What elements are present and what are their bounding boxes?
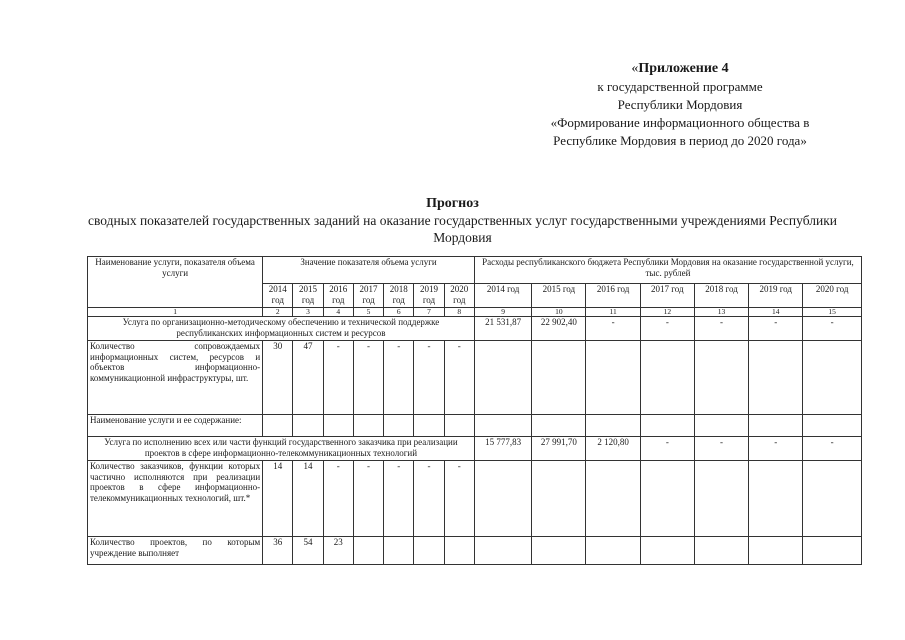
- value-cell: 23: [323, 537, 353, 565]
- empty-cell: [474, 461, 531, 537]
- empty-cell: [532, 341, 586, 415]
- value-cell: -: [384, 461, 414, 537]
- expense-cell: -: [749, 317, 803, 341]
- content-row: [88, 415, 862, 437]
- forecast-table: [87, 256, 862, 565]
- value-cell: -: [444, 341, 474, 415]
- expense-cell: 2 120,80: [586, 437, 640, 461]
- appendix-header: [510, 60, 850, 150]
- value-cell: 36: [263, 537, 293, 565]
- header-name-cell: Наименование услуги, показателя объема услуги: [88, 257, 263, 308]
- document-subtitle: сводных показателей государственных заданий на оказание государственных услуг государственными учреждениями Республики Мордовия: [88, 213, 837, 245]
- year-cell: 2017 год: [353, 284, 383, 308]
- column-number: 15: [803, 308, 862, 317]
- value-cell: -: [414, 461, 444, 537]
- value-cell: 30: [263, 341, 293, 415]
- empty-cell: [803, 461, 862, 537]
- empty-cell: [323, 415, 353, 437]
- expense-cell: 22 902,40: [532, 317, 586, 341]
- year-cell: 2016 год: [323, 284, 353, 308]
- column-number: 1: [88, 308, 263, 317]
- appendix-line-5: Республике Мордовия в период до 2020 года»: [553, 133, 807, 148]
- empty-cell: [263, 415, 293, 437]
- appendix-line-2: к государственной программе: [597, 79, 763, 94]
- empty-cell: [586, 341, 640, 415]
- column-number: 2: [263, 308, 293, 317]
- year-cell: 2018 год: [694, 284, 748, 308]
- empty-cell: [444, 415, 474, 437]
- empty-cell: [803, 415, 862, 437]
- empty-cell: [474, 537, 531, 565]
- column-number-row: [88, 308, 862, 317]
- column-number: 7: [414, 308, 444, 317]
- expense-cell: -: [694, 317, 748, 341]
- empty-cell: [532, 415, 586, 437]
- service-name-cell: Услуга по исполнению всех или части функций государственного заказчика при реализации проектов в сфере информационно-телекоммуникационных технологий: [88, 437, 475, 461]
- value-cell: -: [353, 341, 383, 415]
- value-cell: -: [353, 461, 383, 537]
- document-title: Прогноз: [426, 196, 479, 211]
- column-number: 6: [384, 308, 414, 317]
- empty-cell: [414, 415, 444, 437]
- empty-cell: [640, 461, 694, 537]
- column-number: 14: [749, 308, 803, 317]
- appendix-line-3: Республики Мордовия: [617, 97, 743, 112]
- column-number: 10: [532, 308, 586, 317]
- value-cell: [414, 537, 444, 565]
- service-row-1: [88, 317, 862, 341]
- empty-cell: [803, 537, 862, 565]
- value-cell: 54: [293, 537, 323, 565]
- indicator-row-3: [88, 537, 862, 565]
- empty-cell: [694, 341, 748, 415]
- value-cell: [353, 537, 383, 565]
- indicator-row-2: [88, 461, 862, 537]
- year-cell: 2016 год: [586, 284, 640, 308]
- empty-cell: [474, 415, 531, 437]
- empty-cell: [384, 415, 414, 437]
- value-cell: -: [323, 341, 353, 415]
- value-cell: 14: [263, 461, 293, 537]
- empty-cell: [640, 341, 694, 415]
- value-cell: [384, 537, 414, 565]
- value-cell: -: [444, 461, 474, 537]
- indicator-row-1: [88, 341, 862, 415]
- indicator-name-cell: Количество сопровождаемых информационных систем, ресурсов и объектов информационно-коммуникационной инфраструктуры, шт.: [88, 341, 263, 415]
- header-expenses-cell: Расходы республиканского бюджета Республики Мордовия на оказание государственной услуги, тыс. рублей: [474, 257, 861, 284]
- year-cell: 2019 год: [749, 284, 803, 308]
- expense-cell: -: [803, 437, 862, 461]
- column-number: 11: [586, 308, 640, 317]
- empty-cell: [694, 415, 748, 437]
- year-cell: 2015 год: [293, 284, 323, 308]
- value-cell: [444, 537, 474, 565]
- appendix-line-1: «Приложение 4: [631, 61, 729, 76]
- expense-cell: 27 991,70: [532, 437, 586, 461]
- expense-cell: -: [803, 317, 862, 341]
- year-cell: 2020 год: [803, 284, 862, 308]
- empty-cell: [749, 461, 803, 537]
- empty-cell: [694, 537, 748, 565]
- expense-cell: -: [640, 437, 694, 461]
- column-number: 9: [474, 308, 531, 317]
- expense-cell: 15 777,83: [474, 437, 531, 461]
- value-cell: -: [384, 341, 414, 415]
- year-cell: 2014 год: [263, 284, 293, 308]
- header-values-cell: Значение показателя объема услуги: [263, 257, 475, 284]
- year-cell: 2014 год: [474, 284, 531, 308]
- column-number: 8: [444, 308, 474, 317]
- empty-cell: [586, 537, 640, 565]
- empty-cell: [532, 461, 586, 537]
- content-name-cell: Наименование услуги и ее содержание:: [88, 415, 263, 437]
- empty-cell: [293, 415, 323, 437]
- empty-cell: [532, 537, 586, 565]
- column-number: 4: [323, 308, 353, 317]
- expense-cell: -: [586, 317, 640, 341]
- empty-cell: [474, 341, 531, 415]
- empty-cell: [749, 537, 803, 565]
- appendix-line-4: «Формирование информационного общества в: [550, 115, 810, 130]
- service-row-2: [88, 437, 862, 461]
- indicator-name-cell: Количество заказчиков, функции которых частично исполняются при реализации проектов в сфере информационно-телекоммуникационных технологий, шт.*: [88, 461, 263, 537]
- year-cell: 2015 год: [532, 284, 586, 308]
- empty-cell: [749, 341, 803, 415]
- empty-cell: [586, 415, 640, 437]
- header-row-1: [88, 257, 862, 284]
- empty-cell: [694, 461, 748, 537]
- value-cell: 14: [293, 461, 323, 537]
- expense-cell: -: [640, 317, 694, 341]
- value-cell: -: [414, 341, 444, 415]
- empty-cell: [640, 415, 694, 437]
- empty-cell: [749, 415, 803, 437]
- value-cell: -: [323, 461, 353, 537]
- column-number: 3: [293, 308, 323, 317]
- indicator-name-cell: Количество проектов, по которым учреждение выполняет: [88, 537, 263, 565]
- year-cell: 2017 год: [640, 284, 694, 308]
- expense-cell: 21 531,87: [474, 317, 531, 341]
- empty-cell: [586, 461, 640, 537]
- expense-cell: -: [749, 437, 803, 461]
- expense-cell: -: [694, 437, 748, 461]
- service-name-cell: Услуга по организационно-методическому обеспечению и технической поддержке республиканских информационных систем и ресурсов: [88, 317, 475, 341]
- value-cell: 47: [293, 341, 323, 415]
- empty-cell: [640, 537, 694, 565]
- empty-cell: [803, 341, 862, 415]
- year-cell: 2019 год: [414, 284, 444, 308]
- column-number: 13: [694, 308, 748, 317]
- year-cell: 2020 год: [444, 284, 474, 308]
- year-cell: 2018 год: [384, 284, 414, 308]
- empty-cell: [353, 415, 383, 437]
- column-number: 5: [353, 308, 383, 317]
- column-number: 12: [640, 308, 694, 317]
